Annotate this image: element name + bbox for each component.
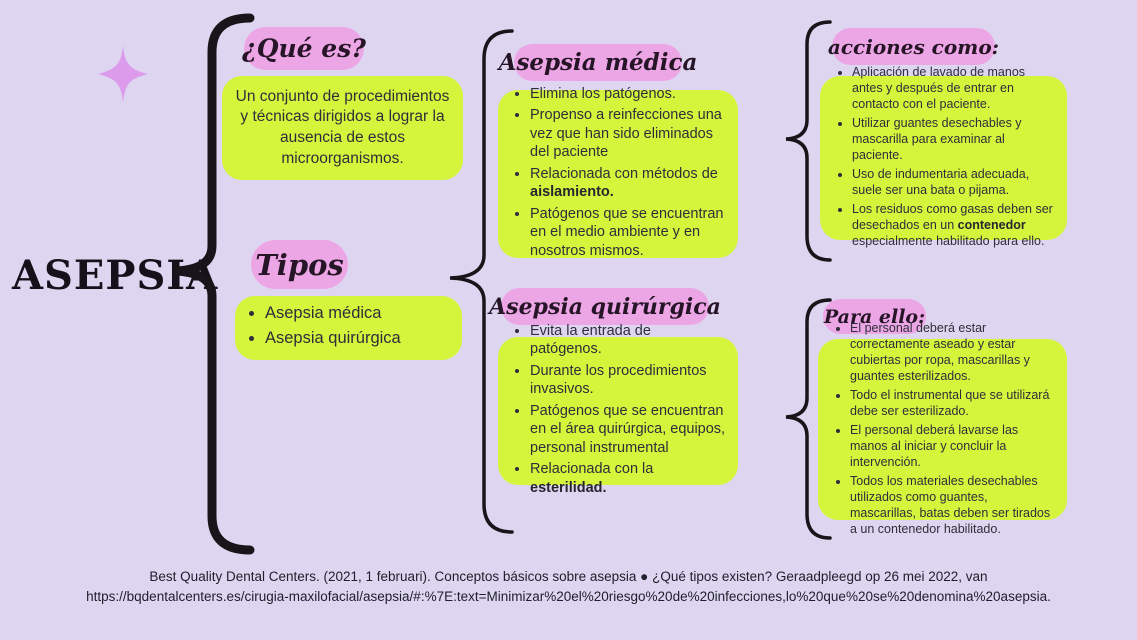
acciones-box: [820, 65, 1067, 248]
asepsia-quirurgica-label: Asepsia quirúrgica: [501, 288, 709, 325]
bullet-item: • Relacionada con la esterilidad.: [530, 460, 726, 497]
para-ello-label: Para ello:: [823, 299, 926, 334]
bullet-item: • Todos los materiales desechables utilizados como guantes, mascarillas, batas deben ser tirados a un contenedor habilitado.: [850, 473, 1055, 537]
para-ello-list: [830, 320, 1055, 540]
asepsia-medica-label: Asepsia médica: [514, 44, 682, 81]
bullet-item: • Los residuos como gasas deben ser desechados en un contenedor especialmente habilitado para ello.: [852, 201, 1055, 249]
que-es-definition-text: Un conjunto de procedimientos y técnicas dirigidos a lograr la ausencia de estos microorganismos.: [235, 87, 450, 167]
bullet-item: • Asepsia médica: [265, 303, 452, 324]
bullet-item: • Todo el instrumental que se utilizará debe ser esterilizado.: [850, 387, 1055, 419]
asepsia-quirurgica-list: [510, 322, 726, 501]
tipos-label: Tipos: [251, 240, 348, 289]
citation-line1: Best Quality Dental Centers. (2021, 1 februari). Conceptos básicos sobre asepsia ● ¿Qué tipos existen? Geraadpleegd op 26 mei 2022, van: [149, 569, 988, 584]
bullet-item: • Uso de indumentaria adecuada, suele ser una bata o pijama.: [852, 166, 1055, 198]
que-es-definition: [222, 76, 463, 180]
bullet-item: • El personal deberá estar correctamente aseado y estar cubiertas por ropa, mascarillas y guantes esterilizados.: [850, 320, 1055, 384]
asepsia-medica-box: [498, 85, 738, 259]
bullet-item: • Patógenos que se encuentran en el medio ambiente y en nosotros mismos.: [530, 205, 726, 261]
tipos-list: [245, 303, 452, 353]
bullet-item: • Evita la entrada de patógenos.: [530, 322, 726, 359]
acciones-list: [832, 64, 1055, 252]
bullet-item: • Patógenos que se encuentran en el área quirúrgica, equipos, personal instrumental: [530, 402, 726, 458]
bullet-item: • Utilizar guantes desechables y mascarilla para examinar al paciente.: [852, 115, 1055, 163]
bullet-item: • Propenso a reinfecciones una vez que han sido eliminados del paciente: [530, 106, 726, 162]
para-ello-box: [818, 320, 1067, 536]
bullet-item: • Elimina los patógenos.: [530, 85, 726, 104]
asepsia-quirurgica-box: [498, 322, 738, 496]
que-es-label: ¿Qué es?: [244, 27, 364, 70]
sparkle-icon: [98, 44, 148, 104]
bullet-item: • Asepsia quirúrgica: [265, 328, 452, 349]
bullet-item: • El personal deberá lavarse las manos al iniciar y concluir la intervención.: [850, 422, 1055, 470]
acciones-label: acciones como:: [832, 28, 995, 65]
bullet-item: • Aplicación de lavado de manos antes y después de entrar en contacto con el paciente.: [852, 64, 1055, 112]
page-title: ASEPSIA: [12, 252, 219, 299]
bullet-item: • Durante los procedimientos invasivos.: [530, 362, 726, 399]
asepsia-medica-list: [510, 85, 726, 264]
bullet-item: • Relacionada con métodos de aislamiento.: [530, 165, 726, 202]
tipos-box: [235, 296, 462, 360]
citation: [0, 567, 1137, 606]
citation-line2: https://bqdentalcenters.es/cirugia-maxilofacial/asepsia/#:%7E:text=Minimizar%20el%20riesgo%20de%20infecciones,lo%20que%20se%20denomina%20asepsia.: [86, 588, 1051, 604]
